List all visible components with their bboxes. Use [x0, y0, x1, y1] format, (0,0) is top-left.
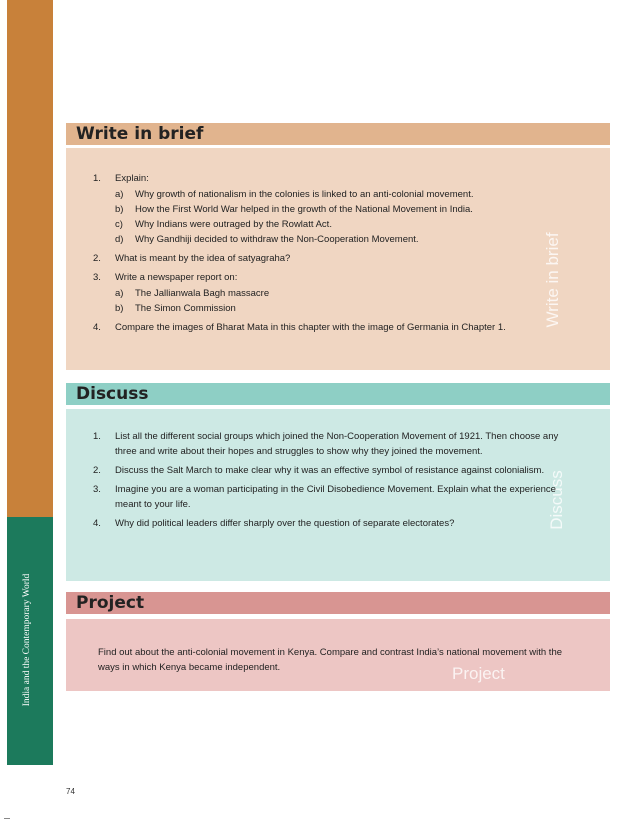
sub-letter: b) — [115, 204, 124, 215]
sidebar-book-title: India and the Contemporary World — [22, 573, 32, 707]
sub-item — [115, 286, 543, 301]
list-item — [93, 320, 543, 335]
item-text: Write a newspaper report on: — [115, 272, 238, 283]
sub-item — [115, 217, 543, 232]
sub-item — [115, 202, 543, 217]
item-text: List all the different social groups which joined the Non-Cooperation Movement of 1921. Then choose any three and write about their hopes and struggles to show why they joined the movement. — [115, 431, 559, 457]
project-text: Find out about the anti-colonial movement in Kenya. Compare and contrast India’s national movement with the ways in which Kenya became independent. — [98, 647, 563, 673]
sub-item — [115, 301, 543, 316]
sub-item — [115, 232, 543, 247]
sub-text: The Jallianwala Bagh massacre — [135, 288, 270, 299]
sub-letter: d) — [115, 234, 124, 245]
item-text: What is meant by the idea of satyagraha? — [115, 253, 291, 264]
corner-mark — [4, 818, 10, 819]
item-number: 2. — [93, 465, 101, 476]
list-item — [93, 171, 543, 247]
list-item — [93, 516, 563, 531]
sub-text: How the First World War helped in the growth of the National Movement in India. — [135, 204, 473, 215]
sub-list — [115, 286, 543, 316]
item-number: 3. — [93, 272, 101, 283]
sub-item — [115, 187, 543, 202]
item-text: Discuss the Salt March to make clear why it was an effective symbol of resistance against colonialism. — [115, 465, 545, 476]
sub-letter: c) — [115, 219, 123, 230]
page-number: 74 — [66, 787, 75, 796]
discuss-header — [66, 383, 610, 405]
item-text: Why did political leaders differ sharply over the question of separate electorates? — [115, 518, 455, 529]
project-watermark: Project — [452, 664, 505, 683]
sidebar-orange-band — [7, 0, 53, 517]
sub-text: Why Gandhiji decided to withdraw the Non-Cooperation Movement. — [135, 234, 419, 245]
discuss-list — [93, 429, 563, 535]
item-number: 1. — [93, 431, 101, 442]
item-number: 3. — [93, 484, 101, 495]
item-number: 1. — [93, 173, 101, 184]
list-item — [93, 482, 563, 512]
project-header — [66, 592, 610, 614]
item-number: 4. — [93, 518, 101, 529]
list-item — [93, 429, 563, 459]
list-item — [93, 251, 543, 266]
item-text: Explain: — [115, 173, 149, 184]
sub-text: The Simon Commission — [135, 303, 236, 314]
sub-letter: a) — [115, 288, 124, 299]
item-number: 2. — [93, 253, 101, 264]
sub-text: Why growth of nationalism in the colonies is linked to an anti-colonial movement. — [135, 189, 474, 200]
write-in-brief-title: Write in brief — [76, 124, 204, 144]
project-title: Project — [76, 593, 145, 613]
sub-list — [115, 187, 543, 247]
item-number: 4. — [93, 322, 101, 333]
discuss-title: Discuss — [76, 384, 149, 404]
item-text: Compare the images of Bharat Mata in this chapter with the image of Germania in Chapter 1. — [115, 322, 506, 333]
sub-letter: a) — [115, 189, 124, 200]
write-in-brief-list — [93, 171, 543, 339]
write-in-brief-watermark: Write in brief — [543, 232, 562, 328]
write-in-brief-header — [66, 123, 610, 145]
list-item — [93, 463, 563, 478]
discuss-watermark: Discuss — [547, 470, 566, 530]
sub-letter: b) — [115, 303, 124, 314]
list-item — [93, 270, 543, 316]
item-text: Imagine you are a woman participating in the Civil Disobedience Movement. Explain what the experience meant to your life. — [115, 484, 556, 510]
sub-text: Why Indians were outraged by the Rowlatt Act. — [135, 219, 332, 230]
